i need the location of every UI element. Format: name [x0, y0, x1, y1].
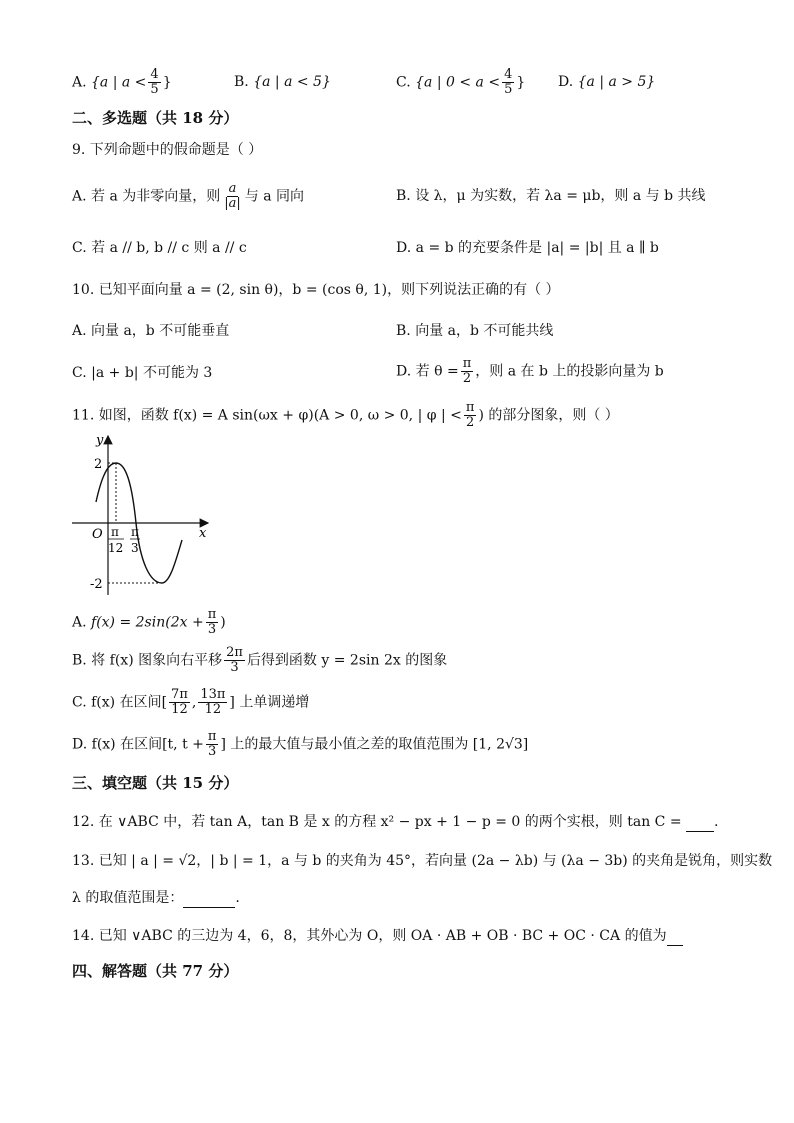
q11-stem: 11. 如图，函数 f(x) = A sin(ωx + φ)(A > 0, ω > 0, | φ | < $\frac{\pi}{2}$ ) 的部分图象，则（ ）	[72, 400, 619, 430]
section-title-multiple-choice: 二、多选题（共 18 分）	[72, 109, 239, 127]
q8-option-c: C. {a | 0 < a < $\frac{4}{5}$ }	[396, 67, 526, 97]
tick2-num: π	[131, 525, 139, 539]
q9-option-d: D. a = b 的充要条件是 |a| = |b| 且 a ∥ b	[396, 240, 659, 256]
q13-line2: λ 的取值范围是： .	[72, 890, 240, 906]
q11-option-c: C. f(x) 在区间[ $\frac{7\pi}{12}$ , $\frac{13\pi}{12}$ ] 上单调递增	[72, 687, 310, 717]
q13-line1: 13. 已知 | a | = √2，| b | = 1，a 与 b 的夹角为 45°，若向量 (2a − λb) 与 (λa − 3b) 的夹角是锐角，则实数	[72, 853, 773, 869]
section-title-answer: 四、解答题（共 77 分）	[72, 962, 239, 980]
q10-stem: 10. 已知平面向量 a = (2, sin θ)，b = (cos θ, 1)，则下列说法正确的有（ ）	[72, 282, 560, 298]
origin-label: O	[92, 527, 103, 542]
q8-option-d: D. {a | a > 5}	[558, 74, 656, 90]
q11-option-a: A. f(x) = 2sin(2x + $\frac{\pi}{3}$ )	[72, 607, 226, 637]
q10-option-d: D. 若 θ = $\frac{\pi}{2}$ ，则 a 在 b 上的投影向量为 b	[396, 356, 664, 386]
q8-option-a: A. {a | a < $\frac{4}{5}$ }	[72, 67, 172, 97]
q10-option-b: B. 向量 a，b 不可能共线	[396, 323, 554, 339]
q8-option-b: B. {a | a < 5}	[234, 74, 331, 90]
section-title-fill-in: 三、填空题（共 15 分）	[72, 774, 239, 792]
q10-option-a: A. 向量 a，b 不可能垂直	[72, 323, 230, 339]
tick2-den: 3	[131, 541, 139, 555]
q14: 14. 已知 ∨ABC 的三边为 4，6，8，其外心为 O，则 OA · AB + OB · BC + OC · CA 的值为	[72, 926, 683, 946]
x-axis-label: x	[199, 526, 207, 541]
q9-stem: 9. 下列命题中的假命题是（ ）	[72, 142, 263, 158]
q10-option-c: C. |a + b| 不可能为 3	[72, 365, 213, 381]
y-min-label: -2	[90, 577, 103, 592]
q11-option-b: B. 将 f(x) 图象向右平移 $\frac{2\pi}{3}$ 后得到函数 y = 2sin 2x 的图象	[72, 645, 448, 675]
tick1-den: 12	[108, 541, 124, 555]
q12: 12. 在 ∨ABC 中，若 tan A，tan B 是 x 的方程 x² − px + 1 − p = 0 的两个实根，则 tan C = .	[72, 814, 719, 830]
q9-option-b: B. 设 λ，μ 为实数，若 λa = μb，则 a 与 b 共线	[396, 188, 706, 204]
q11-function-graph	[70, 430, 220, 600]
y-axis-label: y	[96, 433, 104, 448]
y-max-label: 2	[94, 457, 103, 472]
tick1-num: π	[111, 525, 119, 539]
q11-option-d: D. f(x) 在区间[t, t + $\frac{\pi}{3}$ ] 上的最大值与最小值之差的取值范围为 [1, 2√3]	[72, 729, 529, 759]
q9-option-a: A. 若 a 为非零向量，则 $\frac{a}{|a|}$ 与 a 同向	[72, 181, 305, 211]
q9-option-c: C. 若 a // b, b // c 则 a // c	[72, 240, 247, 256]
